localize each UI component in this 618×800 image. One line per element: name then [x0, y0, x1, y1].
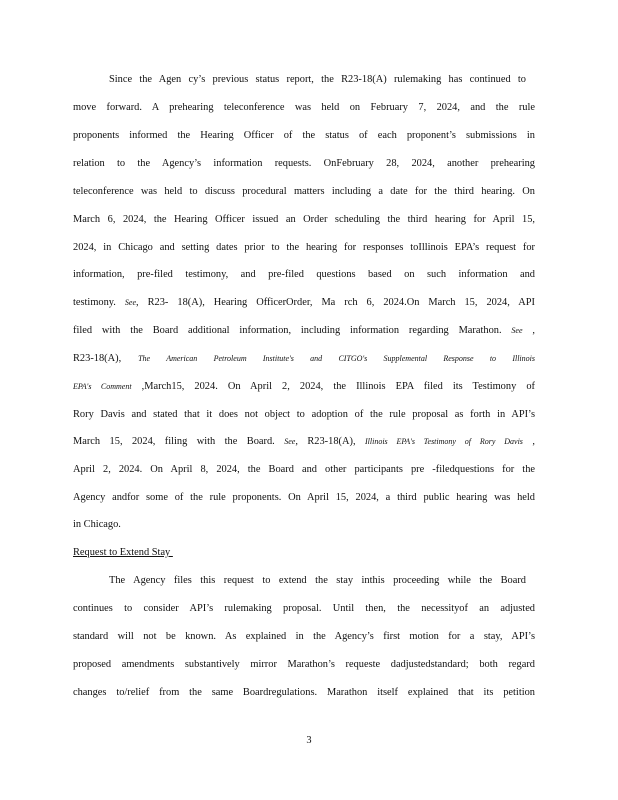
paragraph1-line-15: April 2, 2024. On April 8, 2024, the Board and other participants pre -filedquestions for the [73, 464, 535, 475]
paragraph1-line-4: relation to the Agency’s information requests. OnFebruary 28, 2024, another prehearing [73, 158, 535, 169]
paragraph1-line-14 [73, 435, 535, 449]
paragraph2-line-2: continues to consider API’s rulemaking proposal. Until then, the necessityof an adjusted [73, 603, 535, 614]
citation-signal-see: See [124, 298, 137, 307]
text-segment: R23-18(A), [73, 353, 122, 364]
text-segment: testimony. [73, 297, 116, 308]
paragraph2-line-5: changes to/relief from the same Boardregulations. Marathon itself explained that its petition [73, 687, 535, 698]
paragraph1-line-6: March 6, 2024, the Hearing Officer issued an Order scheduling the third hearing for April 15, [73, 214, 535, 225]
text-segment: filed with the Board additional information, including information regarding Marathon. [73, 325, 502, 336]
text-segment: March 15, 2024, filing with the Board. [73, 436, 275, 447]
paragraph1-line-12 [73, 380, 535, 394]
text-segment: , [532, 325, 535, 336]
text-segment: , R23- 18(A), Hearing OfficerOrder, Ma rch 6, 2024.On March 15, 2024, API [136, 297, 535, 308]
paragraph2-line-1: The Agency files this request to extend the stay inthis proceeding while the Board [109, 575, 526, 586]
citation-signal-see: See [284, 437, 296, 446]
text-segment: , [532, 436, 535, 447]
citation-title: The American Petroleum Institute's and CITGO's Supplemental Response to Illinois [138, 354, 535, 363]
page-number: 3 [306, 735, 312, 746]
paragraph1-line-10 [73, 324, 535, 338]
section-heading: Request to Extend Stay [73, 547, 173, 558]
paragraph2-line-3: standard will not be known. As explained in the Agency’s first motion for a stay, API’s [73, 631, 535, 642]
paragraph1-line-5: teleconference was held to discuss procedural matters including a date for the third hearing. On [73, 186, 535, 197]
text-segment: ,March15, 2024. On April 2, 2024, the Illinois EPA filed its Testimony of [141, 381, 535, 392]
text-segment: , R23-18(A), [295, 436, 356, 447]
paragraph1-line-1: Since the Agen cy’s previous status report, the R23-18(A) rulemaking has continued to [109, 74, 526, 85]
paragraph1-line-9 [73, 296, 535, 310]
paragraph1-line-16: Agency andfor some of the rule proponents. On April 15, 2024, a third public hearing was held [73, 492, 535, 503]
paragraph1-line-17: in Chicago. [73, 519, 121, 530]
citation-signal-see: See [511, 326, 523, 335]
paragraph1-line-2: move forward. A prehearing teleconference was held on February 7, 2024, and the rule [73, 102, 535, 113]
citation-title: Illinois EPA's Testimony of Rory Davis [365, 437, 523, 446]
paragraph1-line-8: information, pre-filed testimony, and pre-filed questions based on such information and [73, 269, 535, 280]
paragraph2-line-4: proposed amendments substantively mirror Marathon’s requeste dadjustedstandard; both regard [73, 659, 535, 670]
paragraph1-line-3: proponents informed the Hearing Officer of the status of each proponent’s submissions in [73, 130, 535, 141]
paragraph1-line-13: Rory Davis and stated that it does not object to adoption of the rule proposal as forth in API’s [73, 409, 535, 420]
citation-title: EPA's Comment [73, 382, 132, 391]
paragraph1-line-11 [73, 352, 535, 366]
paragraph1-line-7: 2024, in Chicago and setting dates prior to the hearing for responses toIllinois EPA’s request for [73, 242, 535, 253]
